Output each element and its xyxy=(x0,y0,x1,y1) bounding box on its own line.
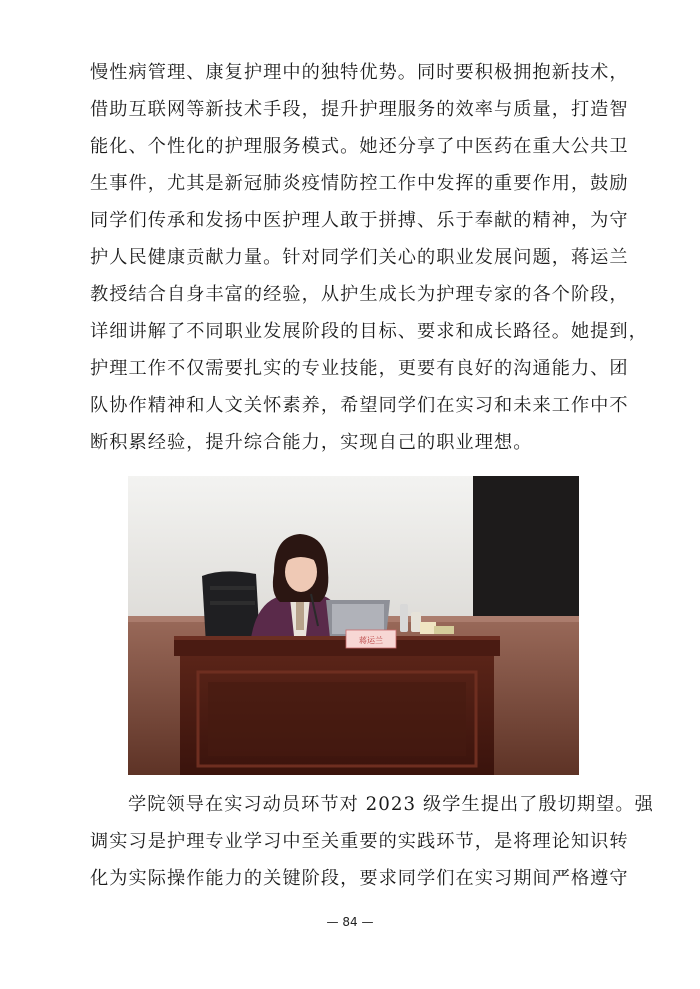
paragraph-top xyxy=(90,54,648,461)
text-line: 调实习是护理专业学习中至关重要的实践环节，是将理论知识转 xyxy=(90,831,629,852)
lecture-photo xyxy=(128,476,579,775)
text-line: 详细讲解了不同职业发展阶段的目标、要求和成长路径。她提到， xyxy=(90,321,648,342)
text-line: 同学们传承和发扬中医护理人敢于拼搏、乐于奉献的精神，为守 xyxy=(90,210,629,231)
text-line: 护理工作不仅需要扎实的专业技能，更要有良好的沟通能力、团 xyxy=(90,358,629,379)
text-line: 化为实际操作能力的关键阶段，要求同学们在实习期间严格遵守 xyxy=(90,868,629,889)
text-line: 队协作精神和人文关怀素养，希望同学们在实习和未来工作中不 xyxy=(90,395,629,416)
text-line: 生事件，尤其是新冠肺炎疫情防控工作中发挥的重要作用，鼓励 xyxy=(90,173,629,194)
text-line: 护人民健康贡献力量。针对同学们关心的职业发展问题，蒋运兰 xyxy=(90,247,629,268)
text-line: 能化、个性化的护理服务模式。她还分享了中医药在重大公共卫 xyxy=(90,136,629,157)
paragraph-bottom xyxy=(90,786,654,897)
text-line: 学院领导在实习动员环节对 2023 级学生提出了殷切期望。强 xyxy=(128,794,654,815)
text-line: 教授结合自身丰富的经验，从护生成长为护理专家的各个阶段， xyxy=(90,284,629,305)
text-line: 慢性病管理、康复护理中的独特优势。同时要积极拥抱新技术， xyxy=(90,62,629,83)
text-line: 借助互联网等新技术手段，提升护理服务的效率与质量，打造智 xyxy=(90,99,629,120)
nameplate-text: 蒋运兰 xyxy=(359,636,383,645)
page-number: — 84 — xyxy=(326,915,374,929)
text-line: 断积累经验，提升综合能力，实现自己的职业理想。 xyxy=(90,432,533,453)
